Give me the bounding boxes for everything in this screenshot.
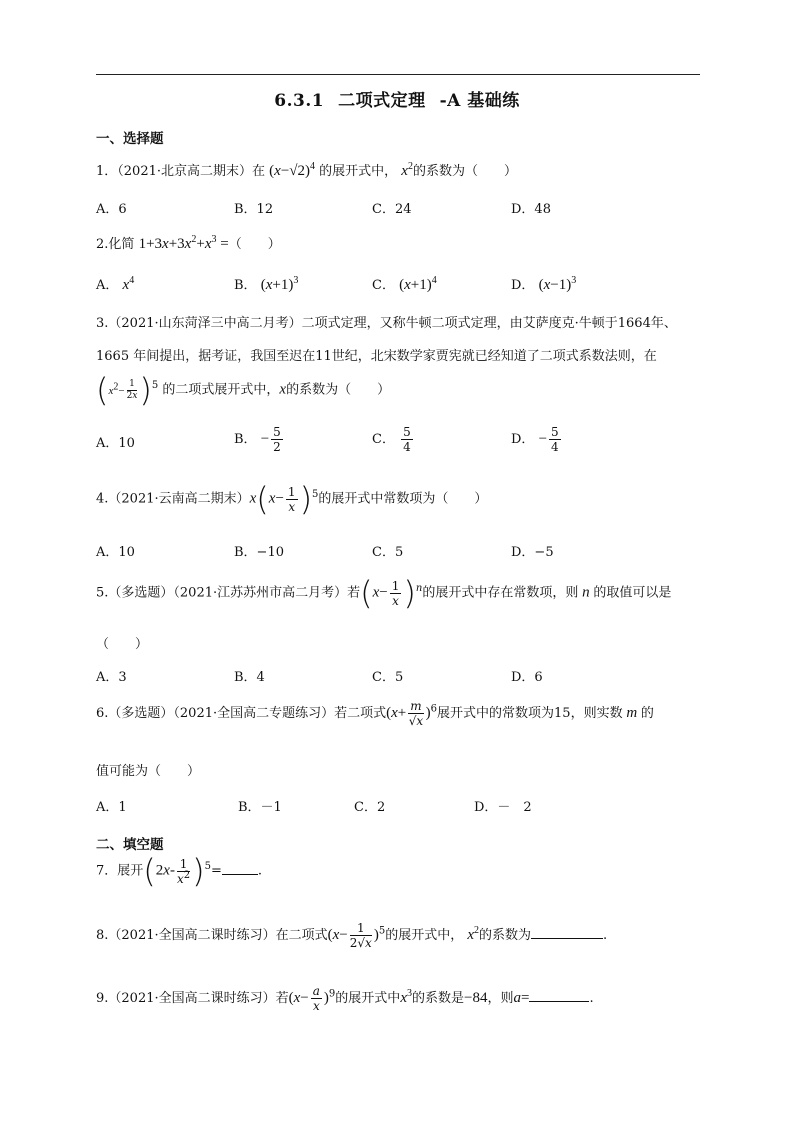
question-4: 4.（2021·云南高二期末）x(x− $\frac{1}{x}$ )$^5$的展开式中常数项为（ ） (96, 480, 488, 518)
answer-blank[interactable] (222, 860, 258, 875)
question-3-options (96, 426, 716, 462)
question-8: 8.（2021·全国高二课时练习）在二项式(x− $\frac{1}{2√x}$ )$^5$的展开式中， $x^2$的系数为 . (96, 921, 608, 950)
question-6: 6.（多选题）（2021·全国高二专题练习）若二项式(x+ $\frac{m}{√x}$ )$^6$展开式中的常数项为15，则实数 m 的 (96, 699, 654, 728)
header-rule (96, 74, 700, 75)
option-d[interactable]: D．−5 (511, 545, 554, 560)
option-b[interactable]: B． $(x+1)^3$ (234, 275, 299, 293)
option-d[interactable]: D． − $\frac{5}{4}$ (511, 425, 559, 454)
option-b[interactable]: B．12 (234, 202, 274, 217)
question-7: 7．展开(2x- $\frac{1}{x^2}$ )$^5$= . (96, 852, 262, 890)
question-1: 1．（2021·北京高二期末）在 $(x-√2)^4$ 的展开式中， $x^2$的系数为（ ） (96, 161, 517, 179)
question-6-options (96, 796, 716, 816)
option-a[interactable]: A． $x^4$ (96, 275, 135, 293)
question-5-options (96, 666, 716, 686)
option-c[interactable]: C． $(x+1)^4$ (372, 275, 437, 293)
option-d[interactable]: D．－ 2 (474, 800, 532, 815)
option-c[interactable]: C．5 (372, 670, 404, 685)
option-a[interactable]: A．10 (96, 436, 135, 451)
option-a[interactable]: A．1 (96, 800, 127, 815)
question-3-line-1: 3.（2021·山东菏泽三中高二月考）二项式定理，又称牛顿二项式定理，由艾萨度克·牛顿于1664年、 (96, 316, 677, 331)
option-b[interactable]: B．4 (234, 670, 265, 685)
option-d[interactable]: D．6 (511, 670, 543, 685)
option-c[interactable]: C．5 (372, 545, 404, 560)
question-1-options (96, 198, 716, 218)
option-c[interactable]: C． $\frac{5}{4}$ (372, 425, 411, 454)
answer-blank[interactable] (529, 987, 589, 1002)
option-a[interactable]: A．10 (96, 545, 135, 560)
section-heading-choice: 一、选择题 (96, 131, 164, 147)
question-4-options (96, 541, 716, 561)
page-title: 6.3.1 二项式定理 -A 基础练 (274, 91, 520, 111)
question-2-options (96, 274, 716, 294)
section-heading-fill: 二、填空题 (96, 837, 164, 853)
answer-blank[interactable] (531, 924, 603, 939)
option-c[interactable]: C．24 (372, 202, 412, 217)
question-6-line-2: 值可能为（ ） (96, 764, 201, 779)
option-d[interactable]: D． $(x-1)^3$ (511, 275, 577, 293)
question-5: 5.（多选题）（2021·江苏苏州市高二月考）若(x− $\frac{1}{x}$ )$^n$的展开式中存在常数项，则 n 的取值可以是 (96, 574, 672, 612)
question-5-line-2: （ ） (96, 637, 149, 652)
question-3-line-2: 1665 年间提出，据考证，我国至迟在11世纪，北宋数学家贾宪就已经知道了二项式系数法则，在 (96, 349, 657, 364)
option-b[interactable]: B． − $\frac{5}{2}$ (234, 425, 281, 454)
question-2: 2.化简 $1+3x+3x^2+x^3$ =（ ） (96, 234, 281, 252)
question-9: 9.（2021·全国高二课时练习）若(x− $\frac{a}{x}$ )$^9$的展开式中$x^3$的系数是−84，则a= . (96, 984, 594, 1013)
option-b[interactable]: B．−10 (234, 545, 284, 560)
option-c[interactable]: C．2 (354, 800, 386, 815)
option-b[interactable]: B．－1 (238, 800, 282, 815)
option-a[interactable]: A．3 (96, 670, 127, 685)
option-d[interactable]: D．48 (511, 202, 551, 217)
option-a[interactable]: A．6 (96, 202, 127, 217)
question-3-line-3: ($x^2-$ $\frac{1}{2x}$ )$^5$ 的二项式展开式中，x的系数为（ ） (96, 371, 391, 409)
